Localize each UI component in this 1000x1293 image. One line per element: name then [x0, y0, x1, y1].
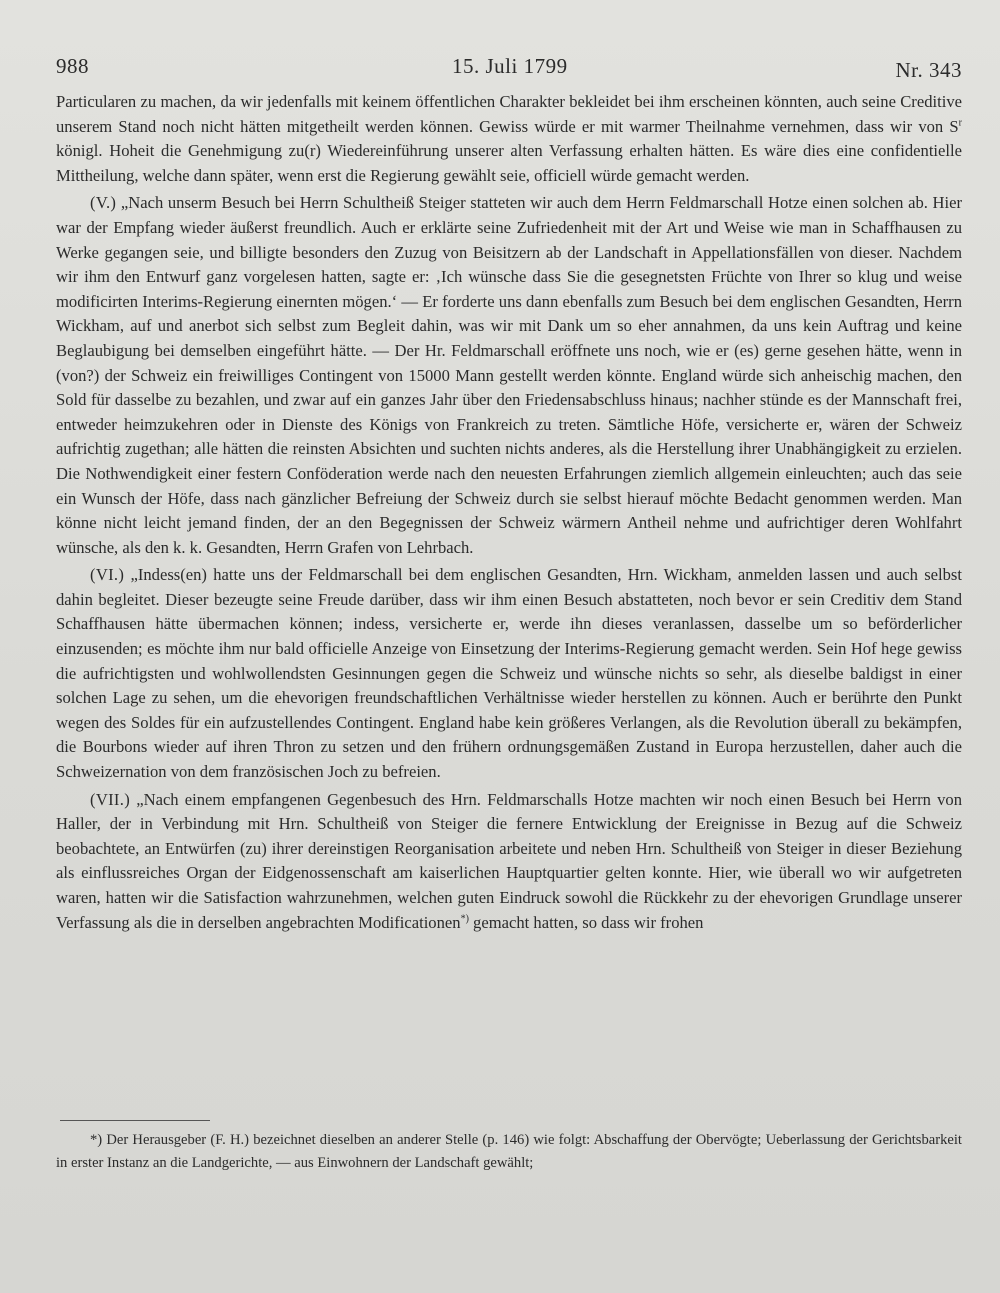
- paragraph-text: gemacht hatten, so dass wir frohen: [468, 912, 704, 932]
- record-number: Nr. 343: [895, 58, 962, 82]
- section-label: (VII.): [90, 789, 131, 809]
- footnote-text: Der Herausgeber (F. H.) bezeichnet dieselben an anderer Stelle (p. 146) wie folgt: Abschaffung der Obervögte; Ueberlassung der Gerichtsbarkeit in erster Instanz an die Landgerichte, — aus Einwohnern der Landschaft gewählt;: [56, 1132, 962, 1171]
- superscript: r: [958, 117, 962, 129]
- header-date: 15. Juli 1799: [452, 54, 568, 78]
- section-label: (V.): [90, 193, 117, 213]
- paragraph-text: „Indess(en) hatte uns der Feldmarschall bei dem englischen Gesandten, Hrn. Wickham, anmelden lassen und auch selbst dahin begleitet. Dieser bezeugte seine Freude darüber, dass wir ihm einen Besuch abstatteten, noch bevor er sein Creditiv dem Stand Schaffhausen hätte übermachen können; indess, versicherte er, werde ihn dieses veranlassen, dasselbe um so beförderlicher einzusenden; es möchte ihm nur bald officielle Anzeige von Einsetzung der Interims-Regierung gemacht werden. Sein Hof hege gewiss die aufrichtigsten und wohlwollendsten Gesinnungen gegen die Schweiz und wünsche nichts so sehr, als dieselbe baldigst in einer solchen Lage zu sehen, um die ehevorigen freundschaftlichen Verhältnisse wieder herstellen zu können. Auch er berührte den Punkt wegen des Soldes für ein aufzustellendes Contingent. England habe kein größeres Verlangen, als die Revolution überall zu bekämpfen, die Bourbons wieder auf ihren Thron zu setzen und den frühern ordnungsgemäßen Zustand in Europa herzustellen, daher auch die Schweizernation von dem französischen Joch zu befreien.: [56, 565, 962, 782]
- running-header: [56, 54, 962, 84]
- footnote-marker: *): [460, 913, 469, 925]
- footnote-divider: [60, 1120, 210, 1121]
- page-number: 988: [56, 54, 89, 78]
- paragraph-text: „Nach einem empfangenen Gegenbesuch des Hrn. Feldmarschalls Hotze machten wir noch einen Besuch bei Herrn von Haller, der in Verbindung mit Hrn. Schultheiß von Steiger die fernere Entwicklung der Ereignisse in Bezug auf die Schweiz beobachtete, an Entwürfen (zu) ihrer dereinstigen Reorganisation arbeitete und neben Hrn. Schultheiß von Steiger in dieser Beziehung als einflussreiches Organ der Eidgenossenschaft am kaiserlichen Hauptquartier gelten konnte. Hier, wie überall wo wir aufgetreten waren, hatten wir die Satisfaction wahrzunehmen, welchen guten Eindruck sowohl die Rückkehr zu der ehevorigen Grundlage unserer Verfassung als die in derselben angebrachten Modificationen: [56, 789, 962, 932]
- footnote-mark: *): [90, 1132, 103, 1148]
- paragraph-vi: [56, 563, 962, 784]
- paragraph-continuation: [56, 90, 962, 188]
- footnotes: [56, 1129, 962, 1175]
- footnote: [56, 1129, 962, 1175]
- body-text: [56, 90, 962, 935]
- paragraph-vii: [56, 788, 962, 936]
- paragraph-text: Particularen zu machen, da wir jedenfalls mit keinem öffentlichen Charakter bekleidet bei ihm erscheinen könnten, auch seine Creditive unserem Stand noch nicht hätten mitgetheilt werden können. Gewiss würde er mit warmer Theilnahme vernehmen, dass wir von S: [56, 92, 962, 136]
- paragraph-text: „Nach unserm Besuch bei Herrn Schultheiß Steiger statteten wir auch dem Herrn Feldmarschall Hotze einen solchen ab. Hier war der Empfang wieder äußerst freundlich. Auch er erklärte seine Zufriedenheit mit der Art und Weise wie man in Schaffhausen zu Werke gegangen seie, und billigte besonders den Zuzug von Beisitzern ab der Landschaft in Appellationsfällen von dieser. Nachdem wir ihm den Entwurf ganz vorgelesen hatten, sagte er: ‚Ich wünsche dass Sie die gesegnetsten Früchte von Ihrer so klug und weise modificirten Interims-Regierung einernten mögen.‘ — Er forderte uns dann ebenfalls zum Besuch bei dem englischen Gesandten, Herrn Wickham, auf und anerbot sich selbst zum Begleit dahin, was wir mit Dank um so eher annahmen, da uns kein Auftrag und keine Beglaubigung bei demselben eingeführt hätte. — Der Hr. Feldmarschall eröffnete uns noch, wie er (es) gerne gesehen hätte, wenn in (von?) der Schweiz ein freiwilliges Contingent von 15000 Mann gestellt werden könnte. England würde sich anheischig machen, den Sold für dasselbe zu bezahlen, und zwar auf ein ganzes Jahr über den Friedensabschluss hinaus; nachher stünde es der Mannschaft frei, entweder heimzukehren oder in Dienste des Königs von Frankreich zu treten. Sämtliche Höfe, versicherte er, wären der Schweiz aufrichtig zugethan; alle hätten die reinsten Absichten und suchten nichts anderes, als die Herstellung ihrer Unabhängigkeit zu erzielen. Die Nothwendigkeit einer festern Conföderation werde nach den neuesten Erfahrungen ziemlich allgemein einleuchten; auch das seie ein Wunsch der Höfe, dass nach gänzlicher Befreiung der Schweiz durch sie selbst hierauf möchte Bedacht genommen werden. Man könne nicht leicht jemand finden, der an den Begegnissen der Schweiz wärmern Antheil nehme und aufrichtiger deren Wohlfahrt wünsche, als den k. k. Gesandten, Herrn Grafen von Lehrbach.: [56, 193, 962, 557]
- section-label: (VI.): [90, 565, 125, 585]
- paragraph-text: königl. Hoheit die Genehmigung zu(r) Wiedereinführung unserer alten Verfassung erhalten hätten. Es wäre dies eine confidentielle Mittheilung, welche dann später, wenn erst die Regierung gewählt seie, officiell würde gemacht werden.: [56, 141, 962, 185]
- paragraph-v: [56, 191, 962, 560]
